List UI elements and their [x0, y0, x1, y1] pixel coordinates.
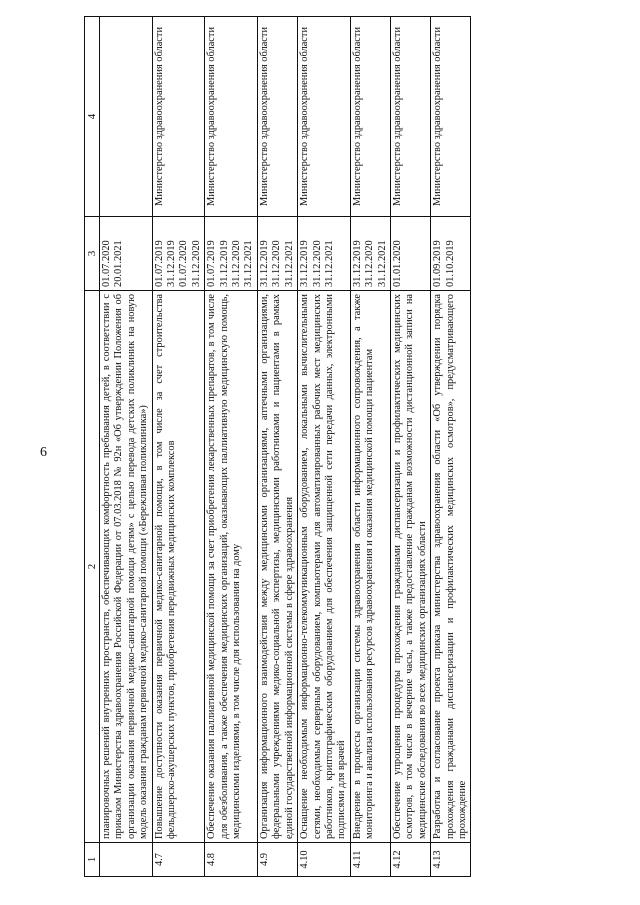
deadline-date: 01.07.2020 [178, 240, 190, 287]
responsible-executor: Министерство здравоохранения области [390, 17, 430, 217]
table-header-row [85, 17, 100, 877]
rotated-table-page [84, 17, 616, 877]
row-number: 4.8 [205, 843, 258, 877]
deadline-date: 31.12.2021 [283, 240, 295, 287]
deadline-date: 31.12.2021 [376, 240, 388, 287]
deadline-date: 20.01.2021 [113, 240, 125, 287]
activity-text: Оснащение необходимым информационно-телекоммуникационным оборудованием, локальными вычислительными сетями, необходимым серверным оборудованием, компьютерами для автоматизированных рабочих мест медицинских работников, криптографическим оборудованием для обеспечения защищенной сети передачи данных, электронными подписями для врачей [298, 291, 351, 843]
table-row [257, 17, 297, 877]
responsible-executor: Министерство здравоохранения области [298, 17, 351, 217]
responsible-executor: Министерство здравоохранения области [152, 17, 205, 217]
deadline-date: 31.12.2019 [166, 240, 178, 287]
deadline-dates [100, 217, 153, 291]
deadline-date: 01.09.2019 [432, 240, 444, 287]
row-number: 4.10 [298, 843, 351, 877]
deadline-date: 01.07.2019 [153, 240, 165, 287]
deadline-date: 31.12.2021 [243, 240, 255, 287]
responsible-executor: Министерство здравоохранения области [431, 17, 471, 217]
responsible-executor: Министерство здравоохранения области [205, 17, 258, 217]
activity-text: планировочных решений внутренних пространств, обеспечивающих комфортность пребывания детей, в соответствии с приказом Министерства здравоохранения Российской Федерации от 07.03.2018 № 92н «Об утверждении Положения об организации оказания первичной медико-санитарной помощи детям» с целью перевода детских поликлиник на новую модель оказания гражданам первичной медико-санитарной помощи («Бережливая поликлиника») [100, 291, 153, 843]
table-row [390, 17, 430, 877]
row-number [100, 843, 153, 877]
deadline-dates [298, 217, 351, 291]
deadline-dates [350, 217, 390, 291]
activity-text: Внедрение в процессы организации системы здравоохранения области информационного сопровождения, а также мониторинга и анализа использования ресурсов здравоохранения и оказания медицинской помощи пациентам [350, 291, 390, 843]
table-row [152, 17, 205, 877]
activity-text: Разработка и согласование проекта приказа министерства здравоохранения области «Об утверждении порядка прохождения гражданами диспансеризации и профилактических медицинских осмотров», предусматривающего прохождение [431, 291, 471, 843]
row-number: 4.13 [431, 843, 471, 877]
header-cell: 3 [85, 217, 100, 291]
deadline-date: 31.12.2019 [258, 240, 270, 287]
deadline-dates [205, 217, 258, 291]
deadline-date: 31.12.2020 [190, 240, 202, 287]
row-number: 4.12 [390, 843, 430, 877]
deadline-date: 01.01.2020 [391, 240, 403, 287]
table-row [298, 17, 351, 877]
deadline-date: 01.07.2019 [206, 240, 218, 287]
deadline-dates [152, 217, 205, 291]
activity-text: Организация информационного взаимодействия между медицинскими организациями, аптечными организациями, федеральными учреждениями медико-социальной экспертизы, медицинскими работниками и пациентами в рамках единой государственной информационной системы в сфере здравоохранения [257, 291, 297, 843]
table-row [100, 17, 153, 877]
activity-text: Обеспечение оказания паллиативной медицинской помощи за счет приобретения лекарственных препаратов, в том числе для обезболивания, а также обеспечения медицинских организаций, оказывающих паллиативную медицинскую помощь, медицинскими изделиями, в том числе для использования на дому [205, 291, 258, 843]
row-number: 4.7 [152, 843, 205, 877]
deadline-date: 31.12.2020 [364, 240, 376, 287]
activity-text: Повышение доступности оказания первичной медико-санитарной помощи, в том числе за счет строительства фельдшерско-акушерских пунктов, приобретения передвижных медицинских комплексов [152, 291, 205, 843]
header-cell: 2 [85, 291, 100, 843]
activity-text: Обеспечение упрощения процедуры прохождения гражданами диспансеризации и профилактических медицинских осмотров, в том числе в вечерние часы, а также предоставление гражданам возможности дистанционной записи на медицинские обследования во всех медицинских организациях области [390, 291, 430, 843]
header-cell: 4 [85, 17, 100, 217]
deadline-date: 31.12.2020 [231, 240, 243, 287]
deadline-date: 31.12.2020 [271, 240, 283, 287]
deadline-dates [431, 217, 471, 291]
deadline-dates [257, 217, 297, 291]
deadline-date: 31.12.2019 [299, 240, 311, 287]
responsible-executor: Министерство здравоохранения области [350, 17, 390, 217]
deadline-date: 01.10.2019 [444, 240, 456, 287]
plan-table [84, 16, 471, 877]
row-number: 4.9 [257, 843, 297, 877]
responsible-executor [100, 17, 153, 217]
page-number: 6 [40, 445, 47, 460]
deadline-date: 31.12.2020 [311, 240, 323, 287]
responsible-executor: Министерство здравоохранения области [257, 17, 297, 217]
deadline-date: 31.12.2021 [323, 240, 335, 287]
row-number: 4.11 [350, 843, 390, 877]
deadline-date: 01.07.2020 [101, 240, 112, 287]
table-row [431, 17, 471, 877]
header-cell: 1 [85, 843, 100, 877]
deadline-dates [390, 217, 430, 291]
deadline-date: 31.12.2019 [218, 240, 230, 287]
table-row [350, 17, 390, 877]
table-row [205, 17, 258, 877]
deadline-date: 31.12.2019 [351, 240, 363, 287]
